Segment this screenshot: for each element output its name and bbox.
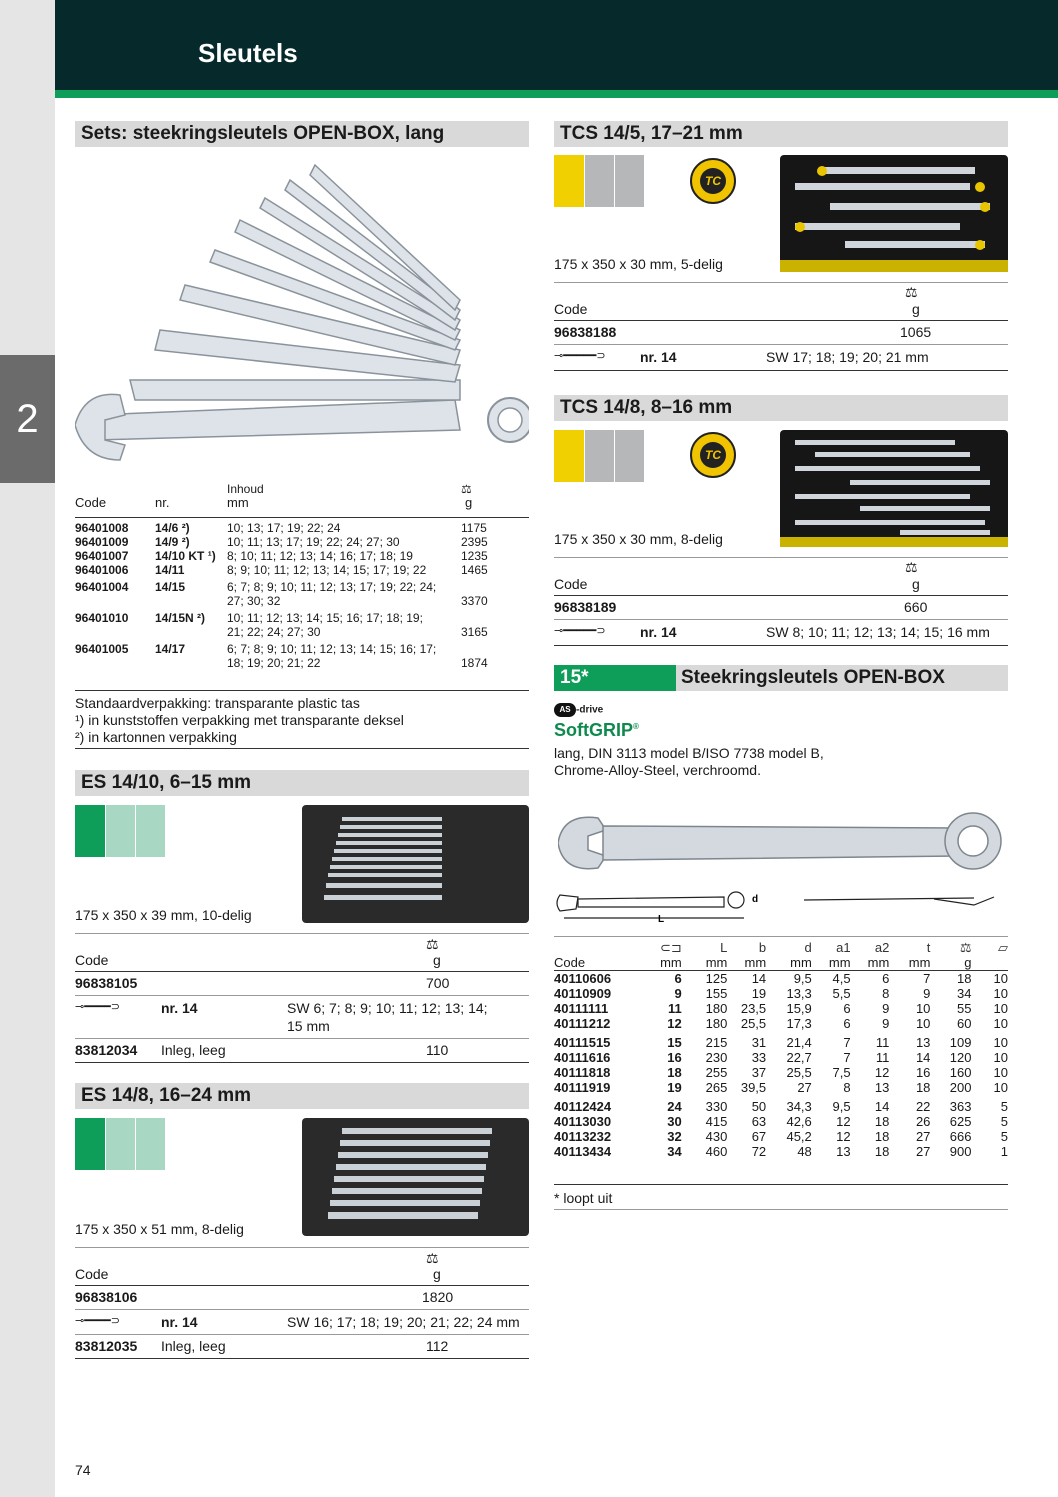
value-cell: 15 (667, 1035, 682, 1050)
value-cell: 33 (751, 1050, 767, 1065)
value-cell: 5 (1000, 1099, 1008, 1114)
tcs5-weight: 1065 (900, 324, 932, 340)
code-cell: 40111111 (554, 1001, 609, 1016)
value-cell: 10 (993, 1001, 1008, 1016)
code-cell: 40113232 (554, 1129, 612, 1144)
code-cell: 96401009 (75, 535, 129, 549)
value-cell: 18 (957, 971, 972, 986)
value-cell: 27 (915, 1144, 931, 1159)
value-cell: 215 (705, 1035, 728, 1050)
code-label: Code (554, 301, 588, 317)
code-cell: 40113434 (554, 1144, 612, 1159)
tcs5-code: 96838188 (554, 324, 617, 340)
value-cell: 13 (874, 1080, 890, 1095)
es10-nr: nr. 14 (161, 1000, 198, 1016)
code-label: Code (75, 952, 109, 968)
openbox-footnote: * loopt uit (554, 1190, 613, 1206)
inhoud-cell: 6; 7; 8; 9; 10; 11; 12; 13; 14; 15; 16; 17; 18; 19; 20; 21; 22 (227, 642, 437, 670)
value-cell: 55 (957, 1001, 972, 1016)
es8-weight: 1820 (422, 1289, 454, 1305)
softgrip-logo: SoftGRIP® (554, 720, 639, 740)
table-row (554, 1050, 1008, 1065)
weight-cell: 2395 (461, 535, 488, 549)
openbox-technical-drawing (554, 885, 1008, 925)
inhoud-cell: 10; 11; 12; 13; 14; 15; 16; 17; 18; 19; 21; 22; 24; 27; 30 (227, 611, 423, 639)
value-cell: 10 (993, 1065, 1008, 1080)
value-cell: 5 (1000, 1129, 1008, 1144)
table-row (75, 641, 529, 671)
color-swatch (75, 805, 105, 857)
nr-cell: 14/11 (155, 563, 185, 577)
inhoud-cell: 6; 7; 8; 9; 10; 11; 12; 13; 17; 19; 22; 24; 27; 30; 32 (227, 580, 437, 608)
value-cell: 14 (751, 971, 767, 986)
rule (554, 936, 1008, 937)
openbox-wrench-photo (558, 808, 1004, 884)
page-title: Sleutels (198, 38, 298, 68)
value-cell: 9 (674, 986, 682, 1001)
code-label: Code (554, 576, 588, 592)
scale-icon: ⚖ (905, 559, 918, 575)
code-cell: 96401005 (75, 642, 129, 656)
col-mm: mm (227, 495, 249, 510)
code-cell: 40110606 (554, 971, 612, 986)
g-label: g (912, 576, 920, 592)
value-cell: 10 (993, 986, 1008, 1001)
rule (75, 748, 529, 749)
openbox-desc: Chrome-Alloy-Steel, verchroomd. (554, 762, 761, 778)
es8-inleg: Inleg, leeg (161, 1338, 226, 1354)
scale-icon: ⚖ (461, 482, 472, 496)
value-cell: 7,5 (832, 1065, 851, 1080)
es10-section-title: ES 14/10, 6–15 mm (75, 770, 529, 796)
tcs8-dims: 175 x 350 x 30 mm, 8-delig (554, 531, 723, 547)
code-cell: 40111515 (554, 1035, 611, 1050)
rule (554, 370, 1008, 371)
inhoud-cell: 8; 10; 11; 12; 13; 14; 16; 17; 18; 19 (227, 549, 413, 563)
value-cell: 18 (874, 1144, 890, 1159)
value-cell: 900 (949, 1144, 972, 1159)
rule (75, 1358, 529, 1359)
rule (554, 619, 1008, 620)
value-cell: 25,5 (740, 1016, 767, 1031)
value-cell: 18 (874, 1129, 890, 1144)
es8-inleg-code: 83812035 (75, 1338, 138, 1354)
value-cell: 37 (751, 1065, 767, 1080)
value-cell: 363 (949, 1099, 972, 1114)
value-cell: 230 (705, 1050, 728, 1065)
table-row (554, 1033, 1008, 1050)
value-cell: 45,2 (786, 1129, 812, 1144)
tcs5-tray-photo (780, 155, 1008, 272)
value-cell: 6 (843, 1001, 851, 1016)
wrench-set-photo (75, 150, 529, 480)
table-row (75, 579, 529, 610)
rule (554, 344, 1008, 345)
rule (554, 645, 1008, 646)
value-cell: 42,6 (786, 1114, 812, 1129)
rule (554, 1209, 1008, 1210)
value-cell: 330 (705, 1099, 728, 1114)
table-row (554, 1016, 1008, 1033)
es8-section-title: ES 14/8, 16–24 mm (75, 1083, 529, 1109)
rule (75, 1309, 529, 1310)
value-cell: 9 (923, 986, 931, 1001)
col-code: Code (75, 495, 107, 510)
value-cell: 12 (874, 1065, 890, 1080)
nr-cell: 14/17 (155, 642, 186, 656)
value-cell: 39,5 (740, 1080, 767, 1095)
nr-cell: 14/15N ²) (155, 611, 206, 625)
value-cell: 72 (751, 1144, 767, 1159)
svg-text:L: L (658, 914, 665, 925)
nr-cell: 14/9 ²) (155, 535, 190, 549)
value-cell: 6 (882, 971, 890, 986)
col-nr: nr. (155, 495, 170, 510)
value-cell: 14 (915, 1050, 931, 1065)
es8-dims: 175 x 350 x 51 mm, 8-delig (75, 1221, 244, 1237)
value-cell: 18 (915, 1080, 931, 1095)
chapter-number: 2 (16, 396, 39, 441)
value-cell: 12 (667, 1016, 682, 1031)
rule (75, 690, 529, 691)
color-swatch (554, 430, 584, 482)
color-swatch (614, 155, 644, 207)
open-end-icon: ⊂⊐ (659, 940, 682, 955)
g-label: g (433, 1266, 441, 1282)
value-cell: 12 (836, 1129, 851, 1144)
tcs5-dims: 175 x 350 x 30 mm, 5-delig (554, 256, 723, 272)
es10-inleg: Inleg, leeg (161, 1042, 226, 1058)
value-cell: 7 (843, 1050, 851, 1065)
value-cell: 32 (667, 1129, 682, 1144)
rule (75, 933, 529, 934)
value-cell: 31 (751, 1035, 767, 1050)
openbox-desc: lang, DIN 3113 model B/ISO 7738 model B, (554, 745, 824, 761)
table-row (75, 521, 529, 535)
value-cell: 9,5 (832, 1099, 851, 1114)
weight-cell: 1175 (461, 521, 487, 535)
rule (554, 1184, 1008, 1185)
value-cell: 18 (667, 1065, 682, 1080)
box-icon: ▱ (998, 940, 1008, 955)
rule (75, 971, 529, 972)
color-swatch (105, 805, 135, 857)
value-cell: 430 (705, 1129, 728, 1144)
value-cell: 34 (957, 986, 972, 1001)
code-cell: 96401004 (75, 580, 129, 594)
tcs8-weight: 660 (904, 599, 928, 615)
openbox-spec-table: ⊂⊐ L b d a1 a2 t ⚖ ▱ Code mm mm mm mm mm mm mm g 40110606 6 125 14 9,5 4,5 6 7 18 10 40110909 9 155 19 13,3 5,5 8 9 34 10 40111111 11 180 23,5 15,9 6 9 10 55 10 40111212 12 180 25,5 17,3 6 9 10 60 10 40111515 15 215 31 21,4 7 11 13 109 10 40111616 16 230 33 22,7 7 11 14 120 10 40111818 18 255 37 25,5 7,5 12 16 160 10 40111919 19 265 39,5 27 8 13 18 200 10 40112424 24 330 50 34,3 9,5 14 22 363 5 40113030 30 415 63 42,6 12 18 26 625 5 40113232 32 430 67 45,2 12 18 27 666 5 40113434 34 460 72 48 13 18 27 900 1 (554, 940, 1008, 1159)
value-cell: 10 (915, 1001, 931, 1016)
value-cell: 50 (751, 1099, 767, 1114)
wrench-icon: ⊸━━━━⊃ (75, 1001, 120, 1013)
table-row (75, 563, 529, 579)
value-cell: 9 (882, 1001, 890, 1016)
value-cell: 11 (875, 1050, 890, 1065)
weight-cell: 1465 (461, 563, 488, 577)
inhoud-cell: 8; 9; 10; 11; 12; 13; 14; 15; 17; 19; 22 (227, 563, 427, 577)
page-number: 74 (75, 1462, 91, 1478)
value-cell: 22 (915, 1099, 931, 1114)
tcs8-tray-photo (780, 430, 1008, 547)
table-row (554, 1114, 1008, 1129)
tcs5-sw: SW 17; 18; 19; 20; 21 mm (766, 349, 929, 365)
value-cell: 13,3 (786, 986, 812, 1001)
g-label: g (433, 952, 441, 968)
value-cell: 415 (705, 1114, 728, 1129)
wrench-icon: ⊸━━━━⊃ (75, 1315, 120, 1327)
color-swatch (105, 1118, 135, 1170)
nr-cell: 14/15 (155, 580, 186, 594)
value-cell: 30 (667, 1114, 682, 1129)
value-cell: 14 (874, 1099, 890, 1114)
value-cell: 6 (674, 971, 682, 986)
code-cell: 40111919 (554, 1080, 611, 1095)
value-cell: 7 (923, 971, 931, 986)
color-swatch (75, 1118, 105, 1170)
sets-table (75, 482, 529, 510)
nr-cell: 14/10 KT ¹) (155, 549, 216, 563)
value-cell: 125 (705, 971, 728, 986)
tcs5-section-title: TCS 14/5, 17–21 mm (554, 121, 1008, 147)
value-cell: 16 (915, 1065, 931, 1080)
code-cell: 40111212 (554, 1016, 611, 1031)
tcs8-nr: nr. 14 (640, 624, 677, 640)
value-cell: 16 (667, 1050, 682, 1065)
value-cell: 67 (751, 1129, 767, 1144)
value-cell: 460 (705, 1144, 728, 1159)
inhoud-cell: 10; 13; 17; 19; 22; 24 (227, 521, 341, 535)
wrench-icon: ⊸━━━━━⊃ (554, 625, 606, 637)
rule (554, 282, 1008, 283)
openbox-section-title: Steekringsleutels OPEN-BOX (676, 665, 1008, 691)
scale-icon: ⚖ (426, 1250, 439, 1266)
weight-cell: 1874 (461, 656, 488, 670)
rule (75, 1334, 529, 1335)
value-cell: 6 (843, 1016, 851, 1031)
page-header (55, 0, 1058, 90)
col-g: g (465, 495, 473, 510)
value-cell: 27 (915, 1129, 931, 1144)
value-cell: 160 (949, 1065, 972, 1080)
code-cell: 40110909 (554, 986, 612, 1001)
tc-system-badge: TC (690, 158, 736, 204)
value-cell: 17,3 (786, 1016, 812, 1031)
es8-nr: nr. 14 (161, 1314, 198, 1330)
scale-icon: ⚖ (426, 936, 439, 952)
value-cell: 11 (668, 1001, 682, 1016)
table-row (554, 1144, 1008, 1159)
rule (75, 1247, 529, 1248)
value-cell: 10 (993, 1050, 1008, 1065)
code-label: Code (75, 1266, 109, 1282)
tc-system-badge: TC (690, 432, 736, 478)
nr-cell: 14/6 ²) (155, 521, 190, 535)
table-row (554, 986, 1008, 1001)
es8-tray-photo (302, 1118, 529, 1236)
value-cell: 11 (875, 1035, 890, 1050)
table-row (75, 535, 529, 549)
value-cell: 23,5 (740, 1001, 767, 1016)
value-cell: 109 (949, 1035, 972, 1050)
value-cell: 155 (705, 986, 728, 1001)
color-swatch (584, 430, 614, 482)
es10-inleg-weight: 110 (426, 1042, 449, 1058)
value-cell: 180 (705, 1016, 728, 1031)
value-cell: 24 (667, 1099, 682, 1114)
color-swatch (135, 1118, 165, 1170)
table-row (75, 549, 529, 563)
value-cell: 9,5 (793, 971, 812, 986)
weight-cell: 3370 (461, 594, 488, 608)
sets-section-title: Sets: steekringsleutels OPEN-BOX, lang (75, 121, 529, 147)
value-cell: 5 (1000, 1114, 1008, 1129)
value-cell: 26 (915, 1114, 931, 1129)
value-cell: 625 (949, 1114, 972, 1129)
table-row (554, 1001, 1008, 1016)
value-cell: 10 (993, 1016, 1008, 1031)
rule (75, 517, 529, 518)
code-cell: 96401006 (75, 563, 129, 577)
es10-tray-photo (302, 805, 529, 923)
rule (75, 995, 529, 996)
sets-note: ²) in kartonnen verpakking (75, 729, 237, 745)
rule (554, 595, 1008, 596)
table-row (554, 1129, 1008, 1144)
es10-dims: 175 x 350 x 39 mm, 10-delig (75, 907, 252, 923)
value-cell: 13 (915, 1035, 931, 1050)
value-cell: 25,5 (786, 1065, 812, 1080)
value-cell: 265 (705, 1080, 728, 1095)
value-cell: 666 (949, 1129, 972, 1144)
es10-sw: SW 6; 7; 8; 9; 10; 11; 12; 13; 14; (287, 1000, 488, 1016)
code-cell: 40113030 (554, 1114, 612, 1129)
color-swatch (554, 155, 584, 207)
value-cell: 18 (874, 1114, 890, 1129)
value-cell: 60 (957, 1016, 972, 1031)
sets-note: ¹) in kunststoffen verpakking met transparante deksel (75, 712, 404, 728)
value-cell: 10 (915, 1016, 931, 1031)
wrench-icon: ⊸━━━━━⊃ (554, 350, 606, 362)
es10-code: 96838105 (75, 975, 138, 991)
value-cell: 200 (949, 1080, 972, 1095)
value-cell: 15,9 (786, 1001, 812, 1016)
chapter-tab (0, 355, 55, 483)
value-cell: 4,5 (832, 971, 851, 986)
rule (554, 320, 1008, 321)
code-cell: 96401010 (75, 611, 129, 625)
col-inhoud: Inhoud (227, 482, 264, 496)
code-cell: 40111616 (554, 1050, 611, 1065)
value-cell: 12 (836, 1114, 851, 1129)
color-swatch (584, 155, 614, 207)
tcs8-code: 96838189 (554, 599, 617, 615)
value-cell: 255 (705, 1065, 728, 1080)
value-cell: 48 (797, 1144, 812, 1159)
value-cell: 10 (993, 1080, 1008, 1095)
value-cell: 21,4 (786, 1035, 812, 1050)
weight-cell: 3165 (461, 625, 488, 639)
sets-rows (75, 521, 529, 670)
value-cell: 63 (751, 1114, 767, 1129)
rule (554, 557, 1008, 558)
es8-sw: SW 16; 17; 18; 19; 20; 21; 22; 24 mm (287, 1314, 520, 1330)
header-accent-line (55, 90, 1058, 98)
code-cell: 40111818 (554, 1065, 611, 1080)
tcs8-sw: SW 8; 10; 11; 12; 13; 14; 15; 16 mm (766, 624, 990, 640)
value-cell: 9 (882, 1016, 890, 1031)
es8-inleg-weight: 112 (426, 1338, 449, 1354)
es10-sw: 15 mm (287, 1018, 330, 1034)
table-row (554, 971, 1008, 987)
value-cell: 22,7 (786, 1050, 812, 1065)
svg-text:d: d (752, 894, 759, 905)
scale-icon: ⚖ (959, 940, 972, 955)
code-cell: 40112424 (554, 1099, 612, 1114)
value-cell: 10 (993, 1035, 1008, 1050)
value-cell: 19 (667, 1080, 682, 1095)
color-swatch (614, 430, 644, 482)
es8-code: 96838106 (75, 1289, 138, 1305)
inhoud-cell: 10; 11; 13; 17; 19; 22; 24; 27; 30 (227, 535, 400, 549)
table-row (75, 610, 529, 641)
tcs8-section-title: TCS 14/8, 8–16 mm (554, 395, 1008, 421)
value-cell: 27 (797, 1080, 812, 1095)
table-row (554, 1097, 1008, 1114)
rule (75, 1062, 529, 1063)
value-cell: 120 (949, 1050, 972, 1065)
tcs5-nr: nr. 14 (640, 349, 677, 365)
weight-cell: 1235 (461, 549, 488, 563)
value-cell: 8 (843, 1080, 851, 1095)
value-cell: 10 (993, 971, 1008, 986)
rule (75, 1038, 529, 1039)
table-row (554, 1065, 1008, 1080)
code-cell: 96401008 (75, 521, 129, 535)
code-cell: 96401007 (75, 549, 129, 563)
value-cell: 8 (882, 986, 890, 1001)
scale-icon: ⚖ (905, 284, 918, 300)
value-cell: 19 (751, 986, 767, 1001)
table-row (554, 1080, 1008, 1097)
color-swatch (135, 805, 165, 857)
es10-inleg-code: 83812034 (75, 1042, 138, 1058)
rule (75, 1285, 529, 1286)
value-cell: 5,5 (832, 986, 851, 1001)
value-cell: 34 (667, 1144, 682, 1159)
g-label: g (912, 301, 920, 317)
value-cell: 180 (705, 1001, 728, 1016)
es10-weight: 700 (426, 975, 450, 991)
value-cell: 34,3 (786, 1099, 812, 1114)
openbox-number: 15* (554, 665, 676, 691)
sets-note: Standaardverpakking: transparante plastic tas (75, 695, 360, 711)
as-drive-logo: AS -drive (554, 703, 603, 717)
value-cell: 1 (1000, 1144, 1008, 1159)
left-margin-strip (0, 0, 55, 1497)
value-cell: 13 (836, 1144, 851, 1159)
value-cell: 7 (843, 1035, 851, 1050)
